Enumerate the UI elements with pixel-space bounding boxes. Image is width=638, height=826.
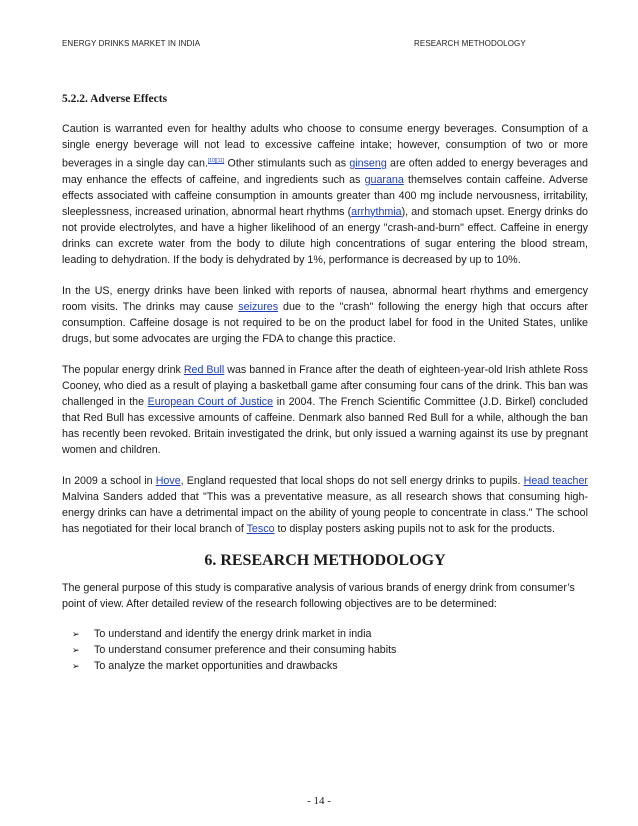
section-heading-research-methodology: 6. RESEARCH METHODOLOGY	[204, 551, 446, 569]
list-item	[62, 642, 588, 658]
text-run: Other stimulants such as	[224, 157, 350, 170]
text-run: In 2009 a school in	[62, 474, 156, 487]
arrow-bullet-icon: ➢	[72, 660, 80, 671]
running-header-right: RESEARCH METHODOLOGY	[414, 39, 526, 48]
text-run: in 2004. The French Scientific Committee (J.D. Birkel) concluded that Red Bull has excessive amounts of caffeine. Denmark also banned Red Bull for a while, although the ban has recently been revoked. Britain investigated the drink, but only issued a warning against its use by pregnant women and children.	[62, 395, 588, 456]
link-ginseng[interactable]: ginseng	[349, 157, 387, 170]
list-item	[62, 626, 588, 642]
text-run: In the US, energy drinks have been linked with reports of nausea, abnormal heart rhythms and emergency room visits. The drinks may cause	[62, 284, 588, 313]
link-red-bull[interactable]: Red Bull	[183, 363, 225, 376]
running-header-left: ENERGY DRINKS MARKET IN INDIA	[62, 39, 201, 48]
paragraph-research-intro: The general purpose of this study is comparative analysis of various brands of energy drink from consumer’s point of view. After detailed review of the research following objectives are to be determined:	[62, 581, 575, 610]
paragraph-us-reports	[62, 283, 588, 347]
objective-text: To analyze the market opportunities and drawbacks	[94, 659, 338, 672]
text-run: Malvina Sanders added that "This was a preventative measure, as all research shows that consuming high-energy drinks can have a detrimental impact on the ability of young people to concentrate in class." The school has negotiated for their local branch of	[62, 490, 588, 535]
objective-text: To understand and identify the energy drink market in india	[94, 627, 372, 640]
text-run: , England requested that local shops do not sell energy drinks to pupils.	[180, 474, 524, 487]
text-run: themselves contain caffeine. Adverse effects associated with caffeine consumption in amounts greater than 400 mg include nervousness, irritability, sleeplessness, increased urination, abnormal heart rhythms (	[62, 173, 589, 218]
objective-text: To understand consumer preference and their consuming habits	[94, 643, 397, 656]
paragraph-red-bull	[62, 362, 588, 458]
text-run: The popular energy drink	[62, 363, 184, 376]
link-hove[interactable]: Hove	[155, 474, 181, 487]
page-number: - 14 -	[307, 795, 331, 807]
paragraph-caution	[62, 121, 588, 268]
text-run: due to the "crash" following the energy high that occurs after consumption. Caffeine dosage is not required to be on the product label for food in the United States, unlike drugs, but some advocates are urging the FDA to change this practice.	[62, 300, 588, 345]
link-guarana[interactable]: guarana	[364, 173, 404, 186]
arrow-bullet-icon: ➢	[72, 628, 80, 639]
objectives-list	[62, 626, 588, 674]
text-run: ), and stomach upset. Energy drinks do not provide electrolytes, and have a higher likelihood of an energy "crash-and-burn" effect. Caffeine in energy drinks can excrete water from the body to dilute high concentrations of sugar entering the blood stream, leading to dehydration. If the body is dehydrated by 1%, performance is decreased by up to 10%.	[62, 205, 588, 266]
link-arrhythmia[interactable]: arrhythmia	[351, 205, 402, 218]
text-run: was banned in France after the death of eighteen-year-old Irish athlete Ross Cooney, who died as a result of playing a basketball game after consuming four cans of the drink. This ban was challenged in the	[62, 363, 588, 408]
list-item	[62, 658, 588, 674]
section-heading-adverse-effects: 5.2.2. Adverse Effects	[62, 93, 168, 105]
link-tesco[interactable]: Tesco	[246, 522, 275, 535]
link-head-teacher[interactable]: Head teacher	[523, 474, 588, 487]
text-run: are often added to energy beverages and may enhance the effects of caffeine, and ingredients such as	[62, 157, 588, 186]
link-european-court-of-justice[interactable]: European Court of Justice	[147, 395, 274, 408]
text-run: Caution is warranted even for healthy adults who choose to consume energy beverages. Consumption of a single energy beverage will not lead to excessive caffeine intake; however, consumption of two or more beverages in a single day can.	[62, 123, 588, 170]
text-run: to display posters asking pupils not to ask for the products.	[274, 522, 555, 535]
citation-link[interactable]: [10][11]	[207, 158, 225, 164]
arrow-bullet-icon: ➢	[72, 644, 80, 655]
link-seizures[interactable]: seizures	[238, 300, 279, 313]
page-content	[62, 93, 588, 674]
paragraph-hove-school	[62, 473, 588, 537]
